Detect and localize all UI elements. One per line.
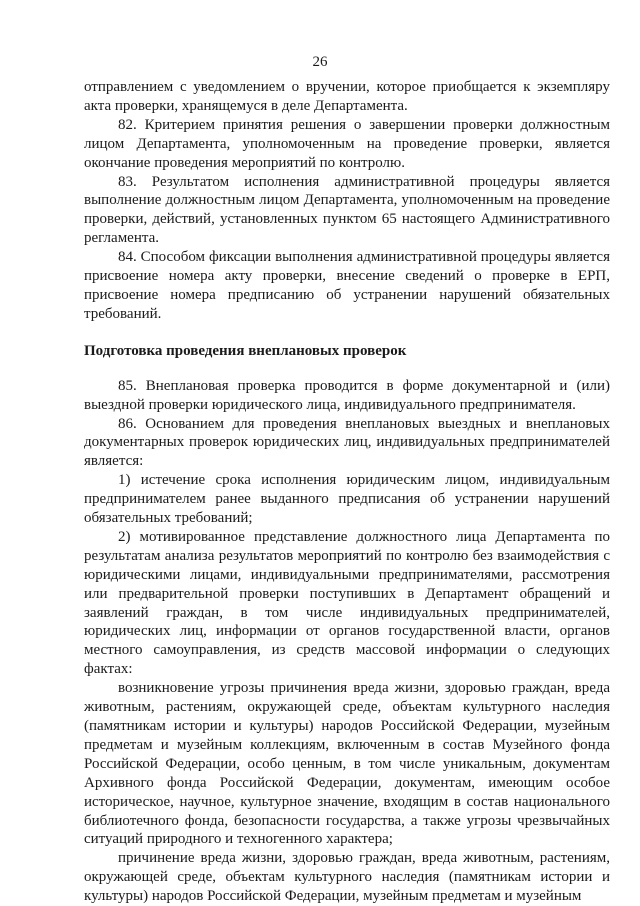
- fact-harm-caused: причинение вреда жизни, здоровью граждан, вреда животным, растениям, окружающей среде, объектам культурного наследия (памятникам истории и культуры) народов Российской Федерации, музейным предметам и музейным: [84, 850, 610, 905]
- list-item-2: 2) мотивированное представление должностного лица Департамента по результатам анализа результатов мероприятий по контролю без взаимодействия с юридическими лицами, индивидуальными предпринимателями, рассмотрения или предварительной проверки поступивших в Департамент обращений и заявлений граждан, в том числе индивидуальных предпринимателей, юридических лиц, информации от органов государственной власти, органов местного самоуправления, из средств массовой информации о следующих фактах:: [84, 528, 610, 678]
- paragraph-86: 86. Основанием для проведения внеплановых выездных и внеплановых документарных проверок юридических лиц, индивидуальных предпринимателей является:: [84, 415, 610, 470]
- paragraph-84: 84. Способом фиксации выполнения административной процедуры является присвоение номера акту проверки, внесение сведений о проверке в ЕРП, присвоение номера предписанию об устранении нарушений обязательных требований.: [84, 249, 610, 322]
- paragraph-83: 83. Результатом исполнения административной процедуры является выполнение должностным лицом Департамента, уполномоченным на проведение проверки, действий, установленных пунктом 65 настоящего Административного регламента.: [84, 173, 610, 247]
- list-item-1: 1) истечение срока исполнения юридическим лицом, индивидуальным предпринимателем ранее выданного предписания об устранении нарушений обязательных требований;: [84, 472, 610, 527]
- paragraph-85: 85. Внеплановая проверка проводится в форме документарной и (или) выездной проверки юридического лица, индивидуального предпринимателя.: [84, 377, 610, 413]
- section-heading: Подготовка проведения внеплановых проверок: [84, 342, 407, 359]
- paragraph-continuation: отправлением с уведомлением о вручении, которое приобщается к экземпляру акта проверки, хранящемуся в деле Департамента.: [84, 79, 610, 114]
- fact-threat-of-harm: возникновение угрозы причинения вреда жизни, здоровью граждан, вреда животным, растениям, окружающей среде, объектам культурного наследия (памятникам истории и культуры) народов Российской Федерации, музейным предметам и музейным коллекциям, включенным в состав Музейного фонда Российской Федерации, особо ценным, в том числе уникальным, документам Архивного фонда Российской Федерации, документам, имеющим особое историческое, научное, культурное значение, входящим в состав национального библиотечного фонда, безопасности государства, а также угрозы чрезвычайных ситуаций природного и техногенного характера;: [84, 680, 610, 848]
- page-number: 26: [312, 54, 328, 70]
- paragraph-82: 82. Критерием принятия решения о завершении проверки должностным лицом Департамента, уполномоченным на проведение проверки, является окончание проведения мероприятий по контролю.: [84, 116, 610, 171]
- document-body: [84, 78, 610, 906]
